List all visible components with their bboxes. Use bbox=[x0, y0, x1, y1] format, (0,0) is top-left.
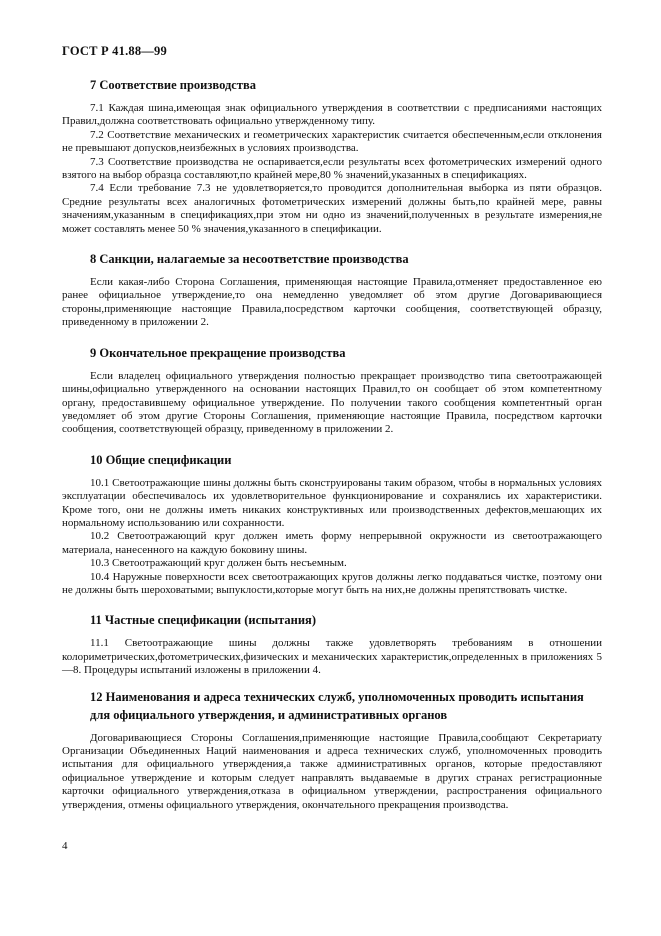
document-header: ГОСТ Р 41.88—99 bbox=[62, 44, 167, 58]
section-8 bbox=[62, 250, 602, 330]
paragraph: Если владелец официального утверждения полностью прекращает производство типа светоотражающей шины,официально утвержденного на основании настоящих Правил,то он сообщает об этом компетентному органу, предоставившему официальное утверждение. По получении такого сообщения компетентный орган уведомляет об этом другие Стороны Соглашения, применяющие настоящие Правила, посредством карточки сообщения, соответствующей образцу, приведенному в приложении 2. bbox=[62, 369, 602, 436]
paragraph: 7.4 Если требование 7.3 не удовлетворяется,то проводится дополнительная выборка из пяти образцов. Средние результаты всех аналогичных фотометрических измерений должны быть,по крайней мере, равны значениям,указанным в спецификациях,при этом ни одно из значений,полученных в результате измерения,не может составлять менее 50 % значения,указанного в спецификации. bbox=[62, 182, 602, 235]
section-heading: 11 Частные спецификации (испытания) bbox=[90, 613, 316, 628]
section-11 bbox=[62, 611, 602, 677]
paragraph: 10.3 Светоотражающий круг должен быть несъемным. bbox=[90, 557, 347, 570]
paragraph: 7.2 Соответствие механических и геометрических характеристик считается обеспеченным,если отклонения не превышают допусков,неизбежных в условиях производства. bbox=[62, 128, 602, 155]
paragraph: 7.3 Соответствие производства не оспаривается,если результаты всех фотометрических измерений одного взятого на выбор образца составляют,по крайней мере,80 % значений,указанных в спецификациях. bbox=[62, 155, 602, 182]
page-number: 4 bbox=[62, 840, 68, 852]
section-9 bbox=[62, 344, 602, 437]
section-heading: 7 Соответствие производства bbox=[90, 78, 256, 92]
paragraph: Если какая-либо Сторона Соглашения, применяющая настоящие Правила,отменяет предоставленное ею ранее официальное утверждение,то она немедленно уведомляет об этом другие Договаривающиеся стороны,применяющие настоящие Правила,посредством карточки сообщения, соответствующей образцу, приведенному в приложении 2. bbox=[62, 276, 602, 329]
paragraph: 11.1 Светоотражающие шины должны также удовлетворять требованиям в отношении колориметрических,фотометрических,физических и механических характеристик,определенных в приложениях 5—8. Процедуры испытаний изложены в приложении 4. bbox=[62, 637, 602, 677]
paragraph: 7.1 Каждая шина,имеющая знак официального утверждения в соответствии с предписаниями настоящих Правил,должна соответствовать официально утвержденному типу. bbox=[62, 102, 602, 128]
paragraph: 10.4 Наружные поверхности всех светоотражающих кругов должны легко поддаваться чистке, поэтому они не должны быть шероховатыми; выпуклости,которые могут быть на них,не должны препятствовать чистке. bbox=[62, 570, 602, 596]
section-heading: 12 Наименования и адреса технических служб, уполномоченных проводить испытания для официального утверждения, и административных органов bbox=[90, 689, 584, 722]
section-heading: 8 Санкции, налагаемые за несоответствие производства bbox=[90, 252, 409, 267]
paragraph: 10.1 Светоотражающие шины должны быть сконструированы таким образом, чтобы в нормальных условиях эксплуатации обеспечивалось их удовлетворительное функционирование и сохранялись их характеристики. Кроме того, они не должны иметь никаких конструктивных или производственных дефектов,мешающих их нормальному использованию или сохранности. bbox=[62, 476, 602, 529]
section-heading: 9 Окончательное прекращение производства bbox=[90, 345, 346, 360]
document-body bbox=[62, 76, 602, 812]
paragraph: Договаривающиеся Стороны Соглашения,применяющие настоящие Правила,сообщают Секретариату Организации Объединенных Наций наименования и адреса технических служб, уполномоченных проводить испытания для официального утверждения,а также административных органов, которые предоставляют официальное утверждение и которым следует направлять выдаваемые в других странах регистрационные карточки официального утверждения,отказа в официальном утверждении, распространения официального утверждения, отмены официального утверждения, окончательного прекращения производства. bbox=[62, 731, 602, 811]
section-10 bbox=[62, 451, 602, 598]
section-12 bbox=[62, 688, 602, 812]
section-heading: 10 Общие спецификации bbox=[90, 452, 232, 467]
paragraph: 10.2 Светоотражающий круг должен иметь форму непрерывной окружности из светоотражающего материала, нанесенного на каждую боковину шины. bbox=[62, 530, 602, 556]
section-7 bbox=[62, 76, 602, 236]
